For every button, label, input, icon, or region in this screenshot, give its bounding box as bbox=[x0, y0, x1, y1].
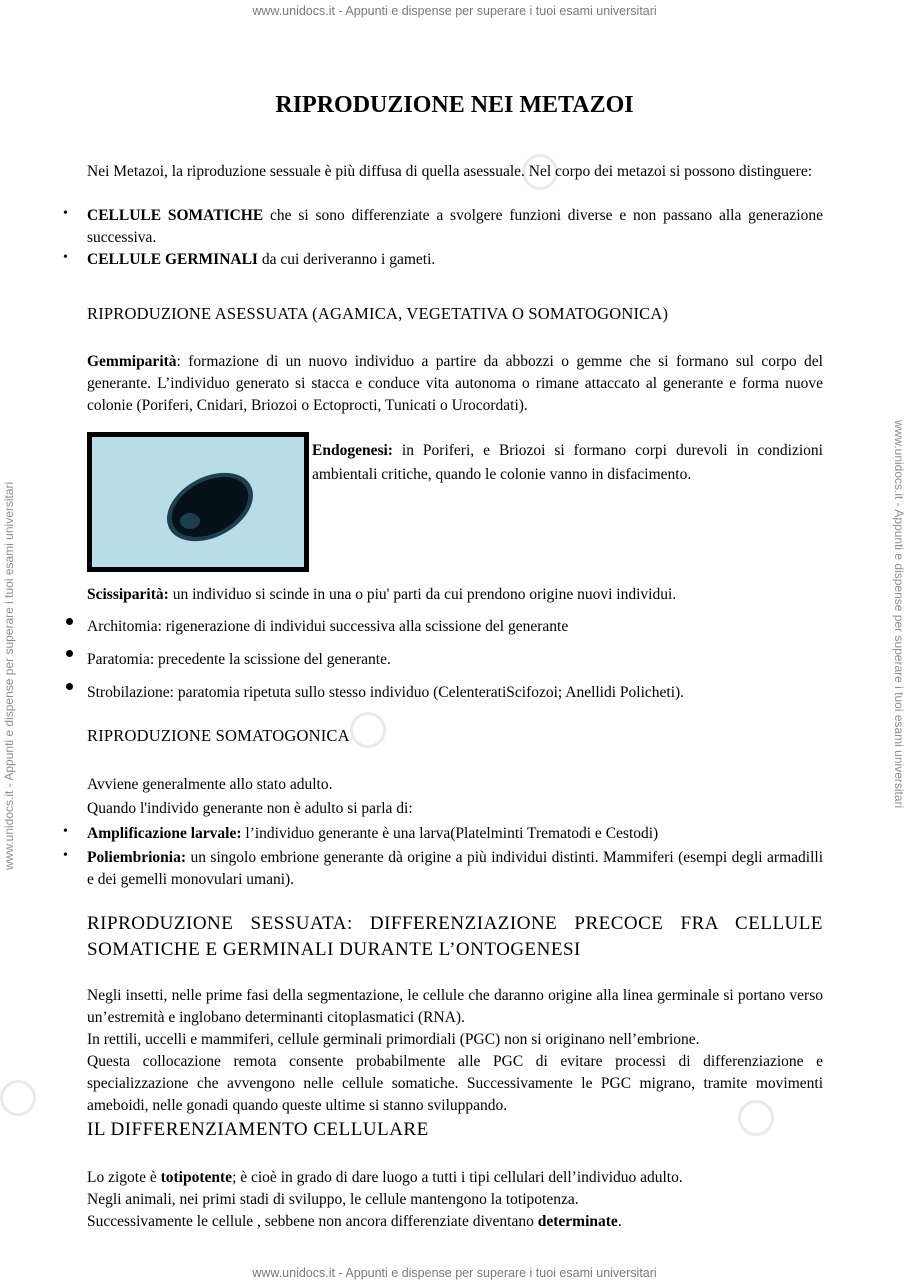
text-span: . bbox=[617, 1213, 622, 1230]
gemmule-micrograph bbox=[87, 432, 309, 572]
term-text: : formazione di un nuovo individuo a partire da abbozzi o gemme che si formano sul corpo del generante. L’individuo generato si stacca e conduce vita autonoma o rimane attaccato al generante e forma nuove colonie (Poriferi, Cnidari, Briozoi o Ectoprocti, Tunicati o Urocordati). bbox=[87, 353, 823, 414]
term-bold: Scissiparità: bbox=[87, 586, 169, 603]
list-item bbox=[87, 847, 823, 891]
bullet-icon: • bbox=[63, 206, 68, 221]
paragraph: Questa collocazione remota consente probabilmente alle PGC di evitare processi di differenziazione e specializzazione che avvengono nelle cellule somatiche. Successivamente le PGC migrano, tramite movimenti ameboidi, nelle gonadi quando queste ultime si stanno sviluppando. bbox=[87, 1053, 823, 1114]
list-item-text: che si sono differenziate a svolgere funzioni diverse e non passano alla generazione successiva. bbox=[87, 207, 824, 246]
section-heading: RIPRODUZIONE SOMATOGONICA bbox=[87, 726, 350, 745]
paragraph: In rettili, uccelli e mammiferi, cellule germinali primordiali (PGC) non si originano nell’embrione. bbox=[87, 1031, 700, 1048]
unidocs-logo-icon bbox=[0, 1080, 36, 1116]
term-bold: Gemmiparità bbox=[87, 353, 177, 370]
paragraph: Negli insetti, nelle prime fasi della segmentazione, le cellule che daranno origine alla linea germinale si portano verso un’estremità e inglobano determinanti citoplasmatici (RNA). bbox=[87, 987, 823, 1026]
gemmiparita-paragraph bbox=[87, 351, 823, 417]
scissiparita-paragraph bbox=[87, 584, 823, 606]
list-item-bold: Amplificazione larvale: bbox=[87, 825, 242, 842]
term-bold: Endogenesi: bbox=[312, 442, 393, 459]
bullet-icon bbox=[66, 618, 73, 625]
section-heading: IL DIFFERENZIAMENTO CELLULARE bbox=[87, 1119, 429, 1140]
section-heading: RIPRODUZIONE SESSUATA: DIFFERENZIAZIONE PRECOCE FRA CELLULE SOMATICHE E GERMINALI DURANTE L’ONTOGENESI bbox=[87, 913, 823, 960]
right-side-watermark: www.unidocs.it - Appunti e dispense per superare i tuoi esami universitari bbox=[892, 420, 906, 809]
left-side-watermark: www.unidocs.it - Appunti e dispense per superare i tuoi esami universitari bbox=[2, 481, 16, 870]
text-span: ; è cioè in grado di dare luogo a tutti i tipi cellulari dell’individuo adulto. bbox=[232, 1169, 683, 1186]
paragraph-line: Avviene generalmente allo stato adulto. bbox=[87, 776, 333, 793]
bullet-icon: • bbox=[63, 250, 68, 265]
text-span: Successivamente le cellule , sebbene non ancora differenziate diventano bbox=[87, 1213, 538, 1230]
paragraph-line: Quando l'individo generante non è adulto si parla di: bbox=[87, 800, 413, 817]
page-title: RIPRODUZIONE NEI METAZOI bbox=[275, 92, 634, 118]
bullet-icon: • bbox=[63, 824, 68, 839]
term-text: in Poriferi, e Briozoi si formano corpi durevoli in condizioni ambientali critiche, quando le colonie vanno in disfacimento. bbox=[312, 442, 823, 483]
section-heading: RIPRODUZIONE ASESSUATA (AGAMICA, VEGETATIVA O SOMATOGONICA) bbox=[87, 304, 669, 323]
paragraph bbox=[87, 1211, 823, 1233]
list-item: Strobilazione: paratomia ripetuta sullo stesso individuo (CelenteratiScifozoi; Anellidi Policheti). bbox=[87, 684, 685, 701]
term-bold: determinate bbox=[537, 1213, 618, 1230]
endogenesi-paragraph bbox=[312, 439, 823, 487]
bullet-icon bbox=[66, 683, 73, 690]
intro-paragraph: Nei Metazoi, la riproduzione sessuale è più diffusa di quella asessuale. Nel corpo dei metazoi si possono distinguere: bbox=[87, 163, 813, 180]
list-item: Paratomia: precedente la scissione del generante. bbox=[87, 651, 391, 668]
paragraph bbox=[87, 1167, 823, 1189]
term-bold: totipotente bbox=[160, 1169, 233, 1186]
list-item-bold: Poliembrionia: bbox=[87, 849, 187, 866]
list-item bbox=[87, 823, 823, 845]
gemmule-cell-icon bbox=[92, 437, 304, 567]
bullet-icon bbox=[66, 650, 73, 657]
list-item-bold: CELLULE GERMINALI bbox=[87, 251, 258, 268]
header-watermark: www.unidocs.it - Appunti e dispense per superare i tuoi esami universitari bbox=[252, 4, 657, 18]
micrograph-background bbox=[92, 437, 304, 567]
text-span: Lo zigote è bbox=[87, 1169, 161, 1186]
list-item-bold: CELLULE SOMATICHE bbox=[87, 207, 264, 224]
list-item bbox=[87, 205, 823, 249]
list-item-text: un singolo embrione generante dà origine a più individui distinti. Mammiferi (esempi degli armadilli e dei gemelli monovulari umani). bbox=[87, 849, 823, 888]
list-item bbox=[87, 249, 823, 271]
list-item-text: da cui deriveranno i gameti. bbox=[257, 251, 436, 268]
footer-watermark: www.unidocs.it - Appunti e dispense per superare i tuoi esami universitari bbox=[252, 1266, 657, 1280]
list-item-text: l’individuo generante è una larva(Platelminti Trematodi e Cestodi) bbox=[241, 825, 659, 842]
bullet-icon: • bbox=[63, 848, 68, 863]
paragraph: Negli animali, nei primi stadi di sviluppo, le cellule mantengono la totipotenza. bbox=[87, 1191, 579, 1208]
term-text: un individuo si scinde in una o piu' parti da cui prendono origine nuovi individui. bbox=[168, 586, 677, 603]
list-item: Architomia: rigenerazione di individui successiva alla scissione del generante bbox=[87, 618, 569, 635]
